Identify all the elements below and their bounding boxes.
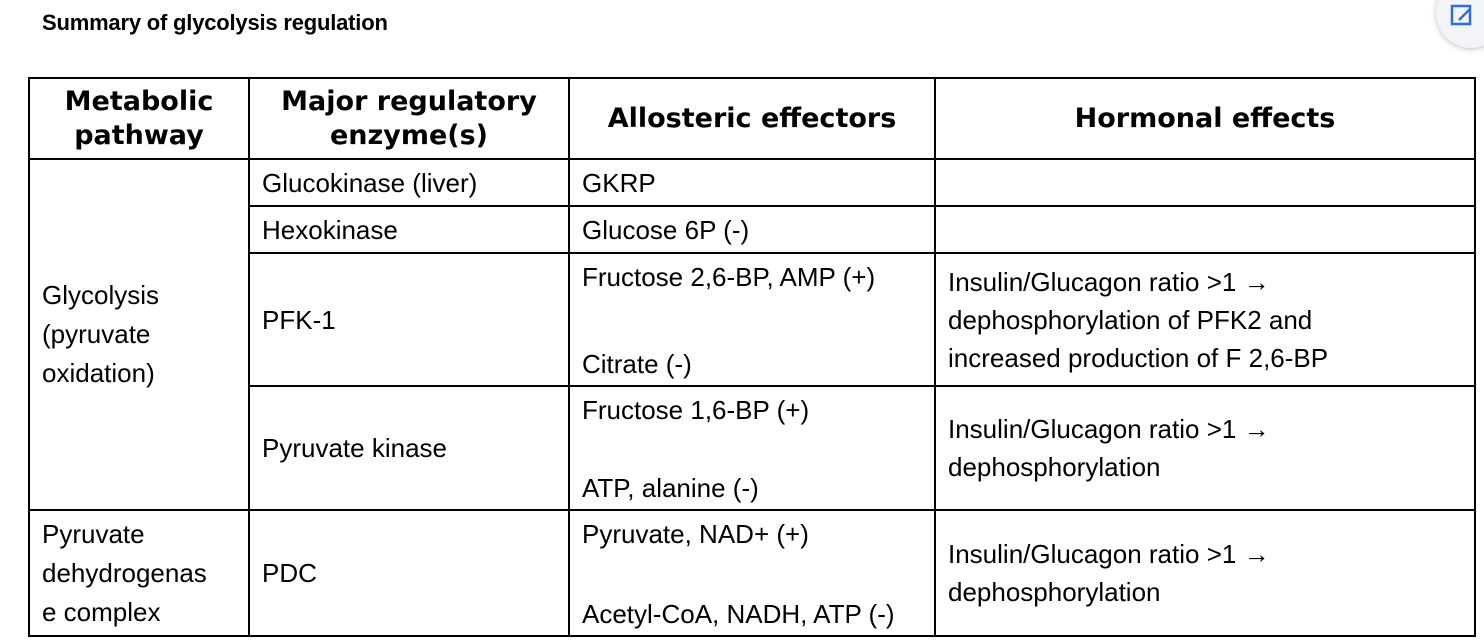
hormonal-line: dephosphorylation of PFK2 and bbox=[948, 304, 1313, 335]
table-row bbox=[29, 510, 1475, 636]
table-row bbox=[29, 159, 1475, 206]
header-hormonal: Hormonal effects bbox=[935, 78, 1475, 159]
enzyme-cell: PFK-1 bbox=[249, 253, 569, 386]
header-enzyme bbox=[249, 78, 569, 159]
pathway-line: Pyruvate bbox=[42, 518, 145, 549]
effector-positive: Pyruvate, NAD+ (+) bbox=[582, 519, 809, 549]
effector-cell bbox=[569, 253, 935, 386]
pathway-line: Glycolysis bbox=[42, 280, 160, 310]
enzyme-cell: Glucokinase (liver) bbox=[249, 159, 569, 206]
feedback-widget[interactable] bbox=[1436, 0, 1484, 48]
header-pathway bbox=[29, 78, 249, 159]
hormonal-cell bbox=[935, 206, 1475, 253]
pathway-line: (pyruvate bbox=[42, 319, 151, 349]
pathway-cell-glycolysis bbox=[29, 159, 249, 510]
pathway-line: dehydrogenas bbox=[42, 557, 207, 588]
hormonal-line: Insulin/Glucagon ratio >1 → bbox=[948, 266, 1270, 297]
hormonal-line: Insulin/Glucagon ratio >1 → bbox=[948, 539, 1270, 569]
hormonal-cell bbox=[935, 159, 1475, 206]
hormonal-line: dephosphorylation bbox=[948, 577, 1161, 607]
effector-negative: Acetyl-CoA, NADH, ATP (-) bbox=[582, 599, 895, 629]
effector-cell bbox=[569, 510, 935, 636]
pathway-cell-pdc bbox=[29, 510, 249, 636]
enzyme-cell: Hexokinase bbox=[249, 206, 569, 253]
effector-positive: Fructose 2,6-BP, AMP (+) bbox=[582, 262, 876, 292]
hormonal-line: increased production of F 2,6-BP bbox=[948, 342, 1329, 373]
effector-negative: Citrate (-) bbox=[582, 349, 692, 379]
effector-positive: Fructose 1,6-BP (+) bbox=[582, 395, 810, 425]
header-row bbox=[29, 78, 1475, 159]
header-enzyme-text: Major regulatory enzyme(s) bbox=[281, 85, 537, 151]
enzyme-cell: PDC bbox=[249, 510, 569, 636]
regulation-table bbox=[28, 77, 1476, 637]
effector-cell: Glucose 6P (-) bbox=[569, 206, 935, 253]
header-pathway-text: Metabolic pathway bbox=[64, 85, 214, 151]
header-allosteric: Allosteric effectors bbox=[569, 78, 935, 159]
edit-icon bbox=[1450, 4, 1476, 30]
enzyme-cell: Pyruvate kinase bbox=[249, 386, 569, 510]
hormonal-cell bbox=[935, 386, 1475, 510]
page-title: Summary of glycolysis regulation bbox=[42, 10, 388, 35]
hormonal-cell bbox=[935, 253, 1475, 386]
effector-cell bbox=[569, 386, 935, 510]
pathway-line: oxidation) bbox=[42, 358, 155, 388]
hormonal-cell bbox=[935, 510, 1475, 636]
hormonal-line: Insulin/Glucagon ratio >1 → bbox=[948, 414, 1270, 444]
pathway-line: e complex bbox=[42, 596, 161, 627]
effector-cell: GKRP bbox=[569, 159, 935, 206]
hormonal-line: dephosphorylation bbox=[948, 452, 1161, 482]
effector-negative: ATP, alanine (-) bbox=[582, 473, 759, 503]
